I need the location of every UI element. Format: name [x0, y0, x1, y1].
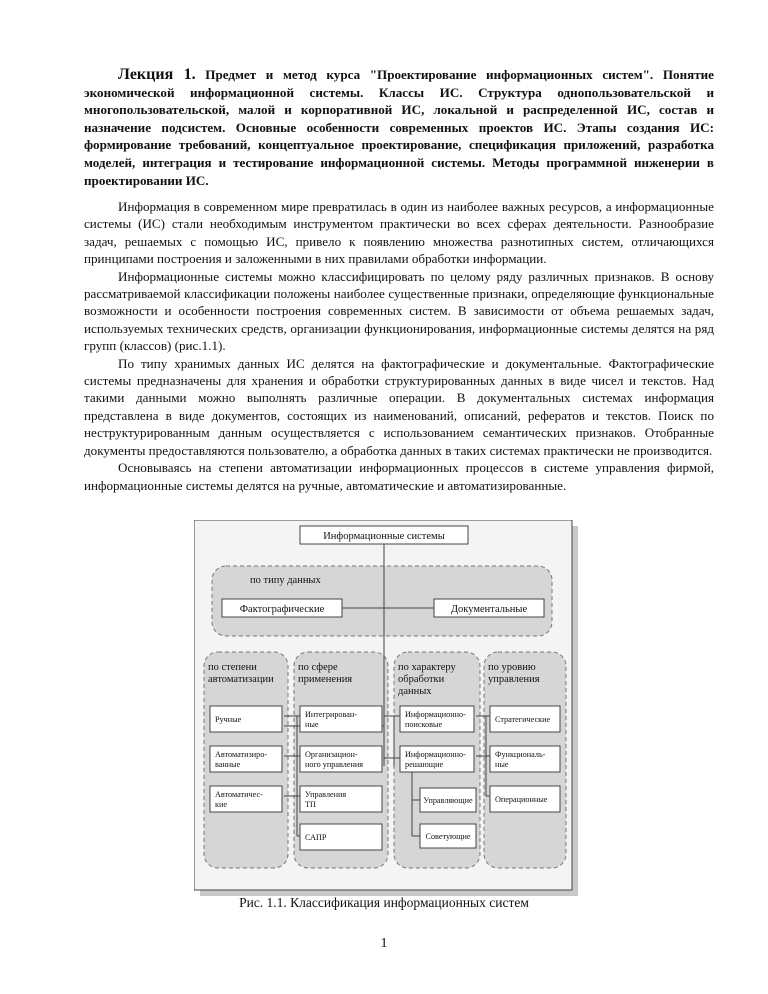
group-1-item-label-line: Интегрирован-: [305, 710, 358, 719]
group-1-item-label: [305, 833, 327, 842]
group-2-item-label-line: поисковые: [405, 720, 443, 729]
group-label-2-line: данных: [398, 686, 432, 697]
group-1-item-label-line: Организацион-: [305, 750, 358, 759]
group-2-subitem-label: [425, 832, 470, 841]
group-0-item-label-line: ванные: [215, 760, 241, 769]
group-0-item-label: [215, 715, 242, 724]
documental-label-line: Документальные: [450, 604, 528, 615]
group-1-item-label-line: ного управления: [305, 760, 363, 769]
data-type-label-line: по типу данных: [250, 575, 321, 586]
factographic-label-line: Фактографические: [239, 604, 325, 615]
group-0-item-label-line: Ручные: [215, 715, 242, 724]
group-label-2-line: по характеру: [398, 662, 456, 673]
page-number: 1: [380, 936, 388, 951]
group-1-item-label-line: ТП: [305, 800, 316, 809]
group-label-0-line: автоматизации: [208, 674, 274, 685]
paragraph: Информация в современном мире превратилась в один из наиболее важных ресурсов, а информационные системы (ИС) стали необходимым инструментом практически во всех сферах деятельности. Разнообразие задач, решаемых с помощью ИС, привело к появлению множества разнотипных систем, отличающихся принципами построения и заложенными в них правилами обработки информации.: [84, 199, 714, 267]
root-label-line: Информационные системы: [323, 531, 445, 542]
group-2-item-label-line: решающие: [405, 760, 444, 769]
group-2-item-label-line: Информационно-: [405, 750, 466, 759]
group-3-item-label: [495, 715, 550, 724]
lecture-topics: Предмет и метод курса "Проектирование информационных систем". Понятие экономической информационной системы. Классы ИС. Структура однопользовательской и многопользовательской, малой и корпоративной ИС, локальной и распределенной ИС, состав и назначение подсистем. Основные особенности современных проектов ИС. Этапы создания ИС: формирование требований, концептуальное проектирование, спецификация приложений, разработка моделей, интеграция и тестирование информационной системы. Методы программной инженерии в проектировании ИС.: [84, 67, 714, 188]
group-3-item-label-line: ные: [495, 760, 509, 769]
group-label-1-line: по сфере: [298, 662, 338, 673]
paragraph: Информационные системы можно классифицировать по целому ряду различных признаков. В основу рассматриваемой классификации положены наиболее существенные признаки, определяющие функциональные возможности и особенности построения современных систем. В зависимости от объема решаемых задач, используемых технических средств, организации функционирования, информационные системы делятся на ряд групп (классов) (рис.1.1).: [84, 268, 714, 354]
group-label-3-line: управления: [488, 674, 540, 685]
group-0-item-label-line: Автоматизиро-: [215, 750, 268, 759]
lecture-heading: [84, 66, 714, 189]
paragraph: По типу хранимых данных ИС делятся на фактографические и документальные. Фактографические системы предназначены для хранения и обработки структурированных данных в виде чисел и текстов. Над такими данными можно выполнять различные операции. В документальных системах информация представлена в виде документов, состоящих из наименований, описаний, рефератов и текстов. Поиск по неструктурированным данным осуществляется с использованием семантических признаков. Отобранные документы предоставляются пользователю, а обработка данных в таких системах практически не производится.: [84, 355, 714, 458]
documental-label: [451, 604, 528, 615]
group-label-1-line: применения: [298, 674, 353, 685]
group-3-item-label: [495, 795, 548, 804]
group-1-item-label-line: Управления: [305, 790, 347, 799]
body-text: [84, 198, 714, 494]
lecture-number: Лекция 1.: [118, 66, 196, 83]
group-3-item-label-line: Стратегические: [495, 715, 551, 724]
group-2-subitem-label-line: Управляющие: [423, 796, 473, 805]
data-type-label: [250, 575, 321, 586]
group-0-item-label-line: Автоматичес-: [215, 790, 263, 799]
group-2-subitem-label-line: Советующие: [425, 832, 471, 841]
group-3-item-label-line: Операционные: [495, 795, 548, 804]
group-label-2-line: обработки: [398, 674, 445, 685]
figure-caption: Рис. 1.1. Классификация информационных систем: [239, 895, 529, 910]
group-0-item-label-line: кие: [215, 800, 227, 809]
paragraph: Основываясь на степени автоматизации информационных процессов в системе управления фирмой, информационные системы делятся на ручные, автоматические и автоматизированные.: [84, 460, 714, 493]
group-2-item-label-line: Информационно-: [405, 710, 466, 719]
group-3-item-label-line: Функциональ-: [495, 750, 546, 759]
group-1-item-label-line: ные: [305, 720, 319, 729]
group-1-item-label: [305, 750, 363, 769]
root-label: [323, 531, 445, 542]
group-1-item-label-line: САПР: [305, 833, 327, 842]
group-label-0-line: по степени: [208, 662, 257, 673]
classification-diagram: [194, 520, 580, 898]
group-label-3: [488, 662, 540, 685]
group-label-3-line: по уровню: [488, 662, 536, 673]
diagram-svg: [194, 520, 580, 898]
group-2-subitem-label: [423, 796, 473, 805]
factographic-label: [240, 604, 325, 615]
